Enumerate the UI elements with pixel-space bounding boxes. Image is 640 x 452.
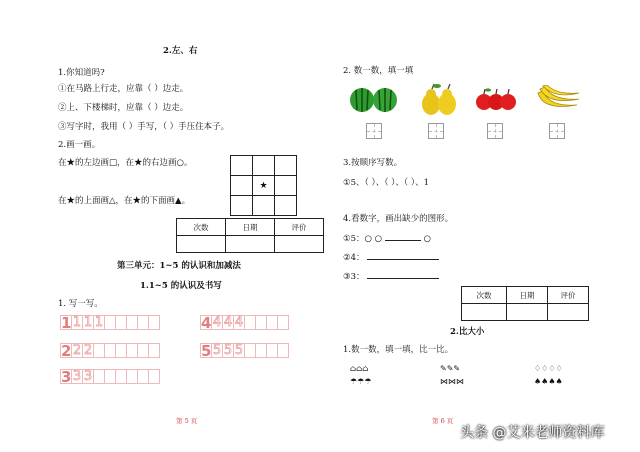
eval-header-times: 次数 bbox=[462, 287, 507, 304]
watermark: 头条 @艾米老师资料库 bbox=[460, 425, 605, 441]
umbrella-icons: ☂☂☂ bbox=[350, 377, 372, 386]
banana-icon bbox=[535, 85, 581, 115]
bow-icons: ⋈⋈⋈ bbox=[440, 377, 464, 386]
eval-header-rating: 评价 bbox=[548, 287, 589, 304]
writing-row-1: 1 1 1 1 bbox=[60, 315, 159, 330]
evaluation-table-left bbox=[176, 218, 324, 253]
question-1-item-1: ①在马路上行走，应靠（ ）边走。 bbox=[58, 84, 189, 94]
writing-row-4: 4 4 4 4 bbox=[200, 315, 288, 330]
answer-box-banana[interactable] bbox=[549, 123, 565, 139]
answer-box-pear[interactable] bbox=[428, 123, 444, 139]
question-1-item-3: ③写字时，我用（ ）手写，（ ）手压住本子。 bbox=[58, 122, 230, 132]
answer-box-watermelon[interactable] bbox=[366, 123, 382, 139]
hat-icons: ⌂⌂⌂ bbox=[350, 364, 369, 373]
drop-icons: ♢♢♢♢ bbox=[534, 364, 563, 373]
watermelon-icon bbox=[348, 85, 400, 115]
draw-line-3: ③3： bbox=[343, 272, 439, 282]
writing-row-3: 3 3 3 bbox=[60, 369, 159, 384]
unit-title: 第三单元：1~5 的认识和加减法 bbox=[117, 261, 241, 271]
evaluation-table-right bbox=[461, 286, 589, 321]
draw-line-1: ①5：○ ○ ○ bbox=[343, 234, 431, 244]
question-1-title: 1.你知道吗? bbox=[58, 68, 105, 78]
page-footer-right: 第 6 页 bbox=[432, 417, 454, 425]
sequence-title: 3.按顺序写数。 bbox=[343, 158, 403, 168]
bug-icons: ✎✎✎ bbox=[440, 364, 461, 373]
star-cell: ★ bbox=[253, 176, 275, 196]
question-2-line-2: 在★的上面画△，在★的下面画▲。 bbox=[58, 196, 191, 206]
section-title-compare: 2.比大小 bbox=[450, 327, 485, 337]
pear-icon bbox=[418, 82, 462, 116]
eval-header-date: 日期 bbox=[507, 287, 548, 304]
draw-missing-title: 4.看数字，画出缺少的图形。 bbox=[343, 214, 454, 224]
sequence-line: ①5、（ ）、（ ）、（ ）、1 bbox=[343, 178, 430, 188]
section-title-left-right: 2.左、右 bbox=[163, 46, 198, 56]
count-fill-title: 2. 数一数，填一填 bbox=[343, 66, 414, 76]
spade-icons: ♠♠♠♠ bbox=[534, 377, 563, 386]
question-2-title: 2.画一画。 bbox=[58, 140, 101, 150]
writing-row-5: 5 5 5 5 bbox=[200, 343, 288, 358]
write-title: 1. 写一写。 bbox=[58, 299, 103, 309]
writing-row-2: 2 2 2 bbox=[60, 343, 159, 358]
page-footer-left: 第 5 页 bbox=[176, 417, 198, 425]
question-1-item-2: ②上、下楼梯时，应靠（ ）边走。 bbox=[58, 103, 189, 113]
compare-title: 1.数一数，填一填，比一比。 bbox=[343, 345, 454, 355]
lesson-title: 1.1~5 的认识及书写 bbox=[140, 281, 222, 291]
eval-header-date: 日期 bbox=[226, 219, 275, 236]
question-2-line-1: 在★的左边画□，在★的右边画○。 bbox=[58, 158, 193, 168]
eval-header-times: 次数 bbox=[177, 219, 226, 236]
apple-icon bbox=[475, 86, 517, 114]
draw-line-2: ②4： bbox=[343, 253, 439, 263]
drawing-grid bbox=[230, 155, 297, 216]
eval-header-rating: 评价 bbox=[275, 219, 324, 236]
answer-box-apple[interactable] bbox=[487, 123, 503, 139]
